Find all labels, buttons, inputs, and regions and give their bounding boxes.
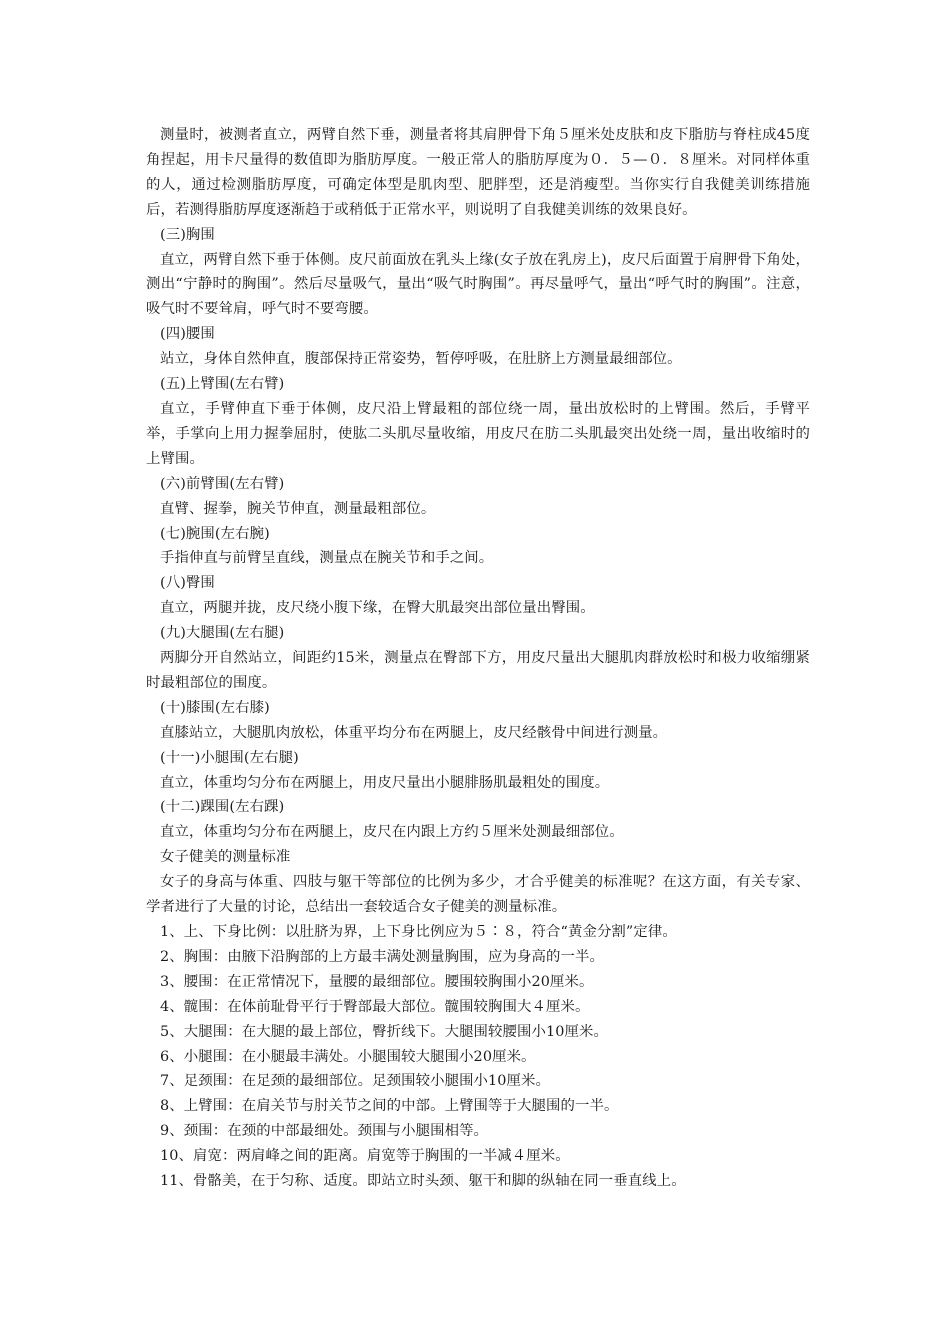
paragraph-skinfold-measurement: 测量时，被测者直立，两臂自然下垂，测量者将其肩胛骨下角５厘米处皮肤和皮下脂肪与脊柱成45度角捏起，用卡尺量得的数值即为脂肪厚度。一般正常人的脂肪厚度为０．５—０．８厘米。对同样体重的人，通过检测脂肪厚度，可确定体型是肌肉型、肥胖型，还是消瘦型。当你实行自我健美训练措施后，若测得脂肪厚度逐渐趋于或稍低于正常水平，则说明了自我健美训练的效果良好。 [146, 127, 810, 218]
section-heading-chest: (三)胸围 [160, 226, 215, 243]
document-body [146, 123, 810, 1194]
list-item: 11、骨骼美，在于匀称、适度。即站立时头颈、躯干和脚的纵轴在同一垂直线上。 [160, 1173, 686, 1190]
paragraph-wrist: 手指伸直与前臂呈直线，测量点在腕关节和手之间。 [160, 550, 494, 567]
paragraph-knee: 直膝站立，大腿肌肉放松，体重平均分布在两腿上，皮尺经骸骨中间进行测量。 [160, 724, 668, 741]
paragraph-forearm: 直臂、握拳，腕关节伸直，测量最粗部位。 [160, 500, 436, 517]
paragraph-calf: 直立，体重均匀分布在两腿上，用皮尺量出小腿腓肠肌最粗处的围度。 [160, 774, 610, 791]
list-item: 6、小腿围：在小腿最丰满处。小腿围较大腿围小20厘米。 [160, 1048, 536, 1065]
paragraph-upper-arm: 直立，手臂伸直下垂于体侧，皮尺沿上臂最粗的部位绕一周，量出放松时的上臂围。然后，手臂平举，手掌向上用力握拳屈肘，使肱二头肌尽量收缩，用皮尺在肪二头肌最突出处绕一周，量出收缩时的上臂围。 [146, 400, 810, 467]
section-heading-hip: (八)臀围 [160, 575, 215, 592]
section-heading-thigh: (九)大腿围(左右腿) [160, 625, 285, 642]
list-item: 9、颈围：在颈的中部最细处。颈围与小腿围相等。 [160, 1123, 489, 1140]
list-item: 1、上、下身比例：以肚脐为界，上下身比例应为５∶８，符合“黄金分割”定律。 [160, 924, 677, 940]
list-item: 2、胸围：由腋下沿胸部的上方最丰满处测量胸围，应为身高的一半。 [160, 948, 604, 965]
list-item: 5、大腿围：在大腿的最上部位，臀折线下。大腿围较腰围小10厘米。 [160, 1023, 608, 1040]
paragraph-waist: 站立，身体自然伸直，腹部保持正常姿势，暂停呼吸，在肚脐上方测量最细部位。 [160, 351, 682, 368]
list-item: 7、足颈围：在足颈的最细部位。足颈围较小腿围小10厘米。 [160, 1073, 551, 1090]
list-item: 8、上臂围：在肩关节与肘关节之间的中部。上臂围等于大腿围的一半。 [160, 1098, 619, 1115]
list-item: 10、肩宽：两肩峰之间的距离。肩宽等于胸围的一半减４厘米。 [160, 1148, 570, 1165]
section-heading-ankle: (十二)踝围(左右踝) [160, 799, 285, 816]
paragraph-female-standards-intro: 女子的身高与体重、四肢与躯干等部位的比例为多少，才合乎健美的标准呢？在这方面，有关专家、学者进行了大量的讨论，总结出一套较适合女子健美的测量标准。 [146, 874, 810, 916]
section-heading-calf: (十一)小腿围(左右腿) [160, 749, 299, 766]
list-item: 3、腰围：在正常情况下，量腰的最细部位。腰围较胸围小20厘米。 [160, 973, 594, 990]
section-heading-knee: (十)膝围(左右膝) [160, 699, 270, 716]
paragraph-ankle: 直立，体重均匀分布在两腿上，皮尺在内跟上方约５厘米处测最细部位。 [160, 824, 624, 841]
paragraph-chest: 直立，两臂自然下垂于体侧。皮尺前面放在乳头上缘(女子放在乳房上)，皮尺后面置于肩胛骨下角处，测出“宁静时的胸围”。然后尽量吸气，量出“吸气时胸围”。再尽量呼气，量出“呼气时的胸围”。注意，吸气时不要耸肩，呼气时不要弯腰。 [146, 251, 810, 318]
section-heading-upper-arm: (五)上臂围(左右臂) [160, 376, 285, 393]
paragraph-thigh: 两脚分开自然站立，间距约15米，测量点在臀部下方，用皮尺量出大腿肌肉群放松时和极力收缩绷紧时最粗部位的围度。 [146, 650, 810, 691]
section-heading-female-standards: 女子健美的测量标准 [160, 849, 291, 866]
section-heading-waist: (四)腰围 [160, 326, 215, 343]
paragraph-hip: 直立，两腿并拢，皮尺绕小腹下缘，在臀大肌最突出部位量出臀围。 [160, 600, 595, 617]
section-heading-forearm: (六)前臂围(左右臂) [160, 475, 285, 492]
section-heading-wrist: (七)腕围(左右腕) [160, 525, 270, 542]
list-item: 4、髋围：在体前耻骨平行于臀部最大部位。髋围较胸围大４厘米。 [160, 998, 590, 1015]
